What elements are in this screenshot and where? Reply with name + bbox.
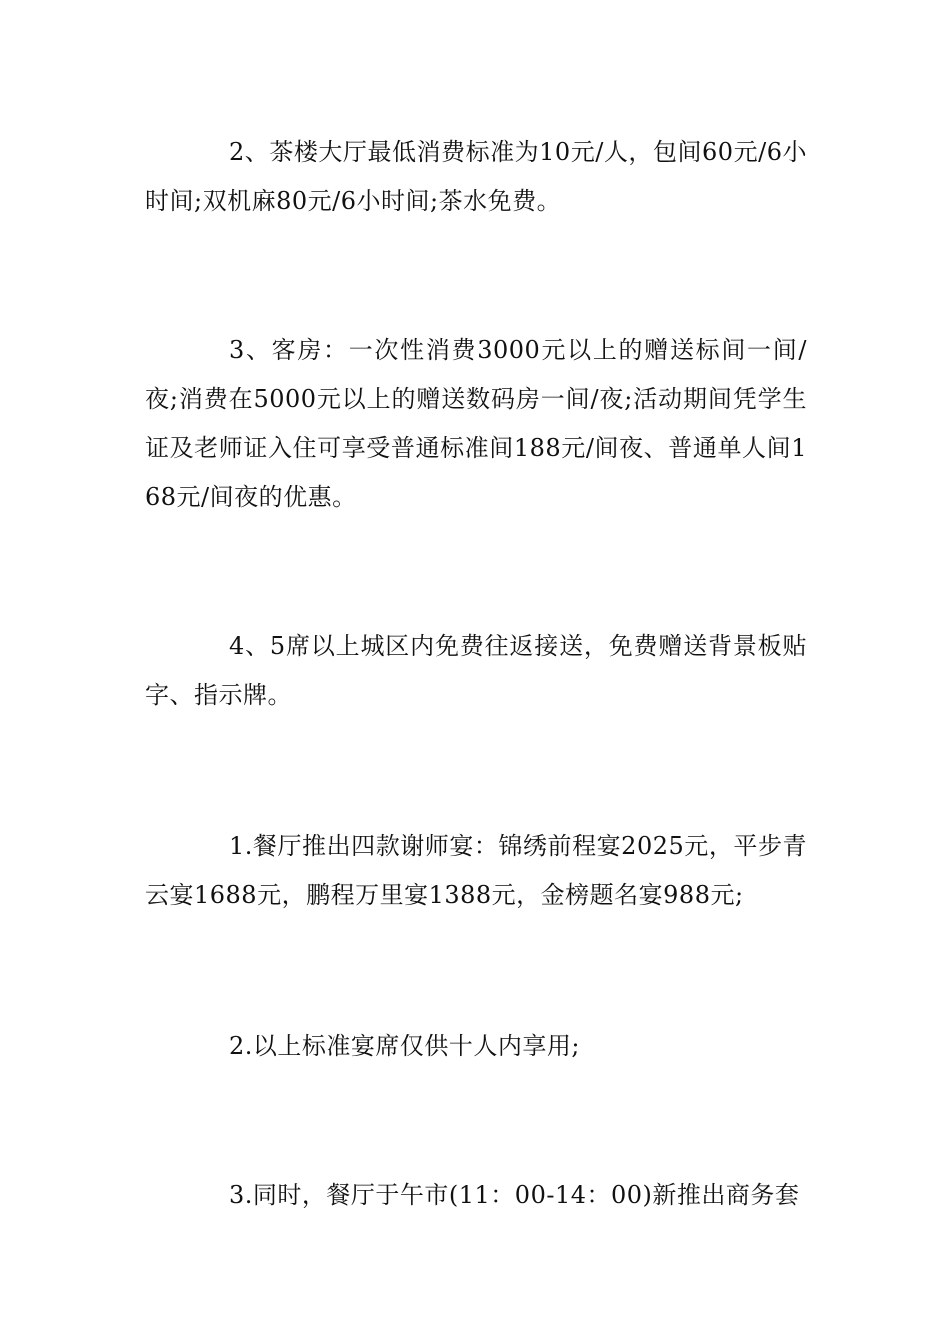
- paragraph-banquet-packages: 1.餐厅推出四款谢师宴：锦绣前程宴2025元，平步青云宴1688元，鹏程万里宴1388元，金榜题名宴988元;: [145, 832, 807, 909]
- paragraph-teahouse-pricing: 2、茶楼大厅最低消费标准为10元/人，包间60元/6小时间;双机麻80元/6小时间;茶水免费。: [145, 138, 807, 215]
- paragraph-shuttle-service: 4、5席以上城区内免费往返接送，免费赠送背景板贴字、指示牌。: [145, 632, 807, 709]
- paragraph-banquet-capacity: 2.以上标准宴席仅供十人内享用;: [229, 1032, 580, 1060]
- paragraph-guest-rooms: 3、客房：一次性消费3000元以上的赠送标间一间/夜;消费在5000元以上的赠送数码房一间/夜;活动期间凭学生证及老师证入住可享受普通标准间188元/间夜、普通单人间168元/间夜的优惠。: [145, 336, 807, 511]
- paragraph-lunch-set: 3.同时，餐厅于午市(11：00-14：00)新推出商务套: [229, 1181, 800, 1209]
